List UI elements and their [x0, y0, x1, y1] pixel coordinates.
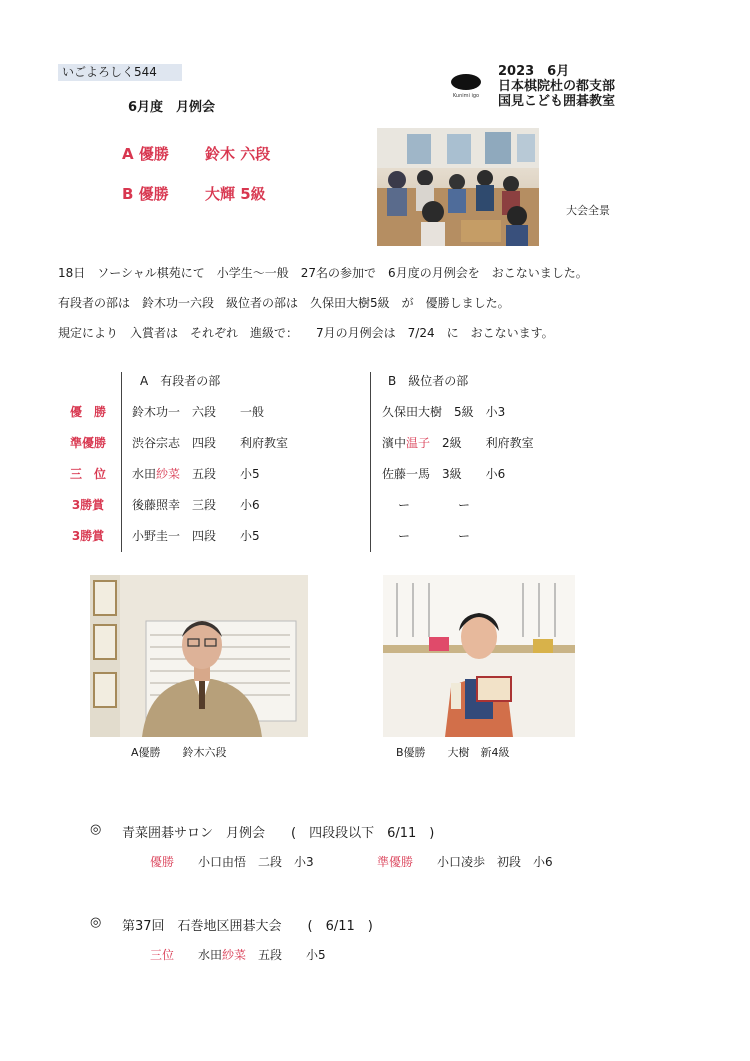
a-three-wins-2: 小野圭一 四段 小5 [132, 529, 260, 543]
division-b-header: B 級位者の部 [388, 374, 469, 388]
b-first-place: 久保田大樹 5級 小3 [382, 405, 506, 419]
winner-b-caption: B優勝 大樹 新4級 [396, 746, 510, 759]
rank-second: 準優勝 [69, 436, 106, 450]
logo-text: Kunimi igo [452, 93, 480, 99]
b-third-place: 佐藤一馬 3級 小6 [382, 467, 506, 481]
b-three-wins-2: ー ー [398, 529, 471, 543]
section2-details: 五段 小5 [246, 948, 326, 962]
section1-title: 青菜囲碁サロン 月例会 ( 四段段以下 6/11 ) [122, 826, 435, 841]
go-stone-icon [451, 74, 481, 90]
b-second-name-highlight: 温子 [406, 436, 431, 450]
meeting-title: 6月度 月例会 [128, 100, 216, 115]
section2-name-highlight: 紗菜 [222, 948, 247, 962]
org-name: 日本棋院杜の都支部 [498, 79, 616, 94]
section2-name-part: 水田 [198, 948, 223, 962]
a-second-place: 渋谷宗志 四段 利府教室 [132, 436, 289, 450]
venue-photo [377, 128, 539, 246]
b-second-details: 2級 利府教室 [430, 436, 534, 450]
report-line-1: 18日 ソーシャル棋苑にて 小学生～一般 27名の参加で 6月度の月例会を おこないました。 [58, 266, 588, 280]
section1-winner: 小口由悟 二段 小3 [198, 855, 314, 869]
report-line-2: 有段者の部は 鈴木功一六段 級位者の部は 久保田大樹5級 が 優勝しました。 [58, 296, 510, 310]
winner-a-name: 鈴木 六段 [205, 145, 271, 163]
venue-photo-caption: 大会全景 [566, 204, 610, 217]
rank-first: 優 勝 [69, 405, 106, 419]
class-name: 国見こども囲碁教室 [498, 94, 616, 109]
rank-three-wins-2: 3勝賞 [71, 529, 105, 543]
division-a-header: A 有段者の部 [140, 374, 221, 388]
report-line-3: 規定により 入賞者は それぞれ 進級で： 7月の月例会は 7/24 に おこないます。 [58, 326, 554, 340]
winner-a-caption: A優勝 鈴木六段 [131, 746, 227, 759]
a-first-place: 鈴木功一 六段 一般 [132, 405, 265, 419]
rank-third: 三 位 [69, 467, 106, 481]
section2-third-label: 三位 [150, 948, 175, 962]
organization-block [498, 64, 615, 109]
section2-title: 第37回 石巻地区囲碁大会 ( 6/11 ) [122, 919, 373, 934]
newsletter-label: いごよろしく544 [58, 64, 182, 81]
a-third-place [132, 465, 260, 482]
winner-b-photo [383, 575, 575, 737]
winner-a-photo [90, 575, 308, 737]
b-second-name-part: 濱中 [382, 436, 407, 450]
section2-third [198, 946, 326, 963]
club-logo [448, 74, 484, 104]
a-three-wins-1: 後藤照幸 三段 小6 [132, 498, 260, 512]
section1-winner-label: 優勝 [150, 855, 175, 869]
winner-a-label: A 優勝 [122, 145, 169, 163]
section1-runnerup: 小口凌歩 初段 小6 [437, 855, 553, 869]
table-divider-left [121, 372, 122, 552]
section1-bullet: ◎ [90, 822, 102, 837]
table-divider-right [370, 372, 371, 552]
winner-b-label: B 優勝 [122, 185, 169, 203]
issue-date: 2023 6月 [498, 64, 570, 79]
winner-b-name: 大輝 5級 [205, 185, 266, 203]
a-third-name-highlight: 紗菜 [156, 467, 181, 481]
b-three-wins-1: ー ー [398, 498, 471, 512]
a-third-name-part: 水田 [132, 467, 157, 481]
a-third-details: 五段 小5 [180, 467, 260, 481]
section1-runnerup-label: 準優勝 [377, 855, 414, 869]
rank-three-wins-1: 3勝賞 [71, 498, 105, 512]
section2-bullet: ◎ [90, 915, 102, 930]
b-second-place [382, 434, 534, 451]
